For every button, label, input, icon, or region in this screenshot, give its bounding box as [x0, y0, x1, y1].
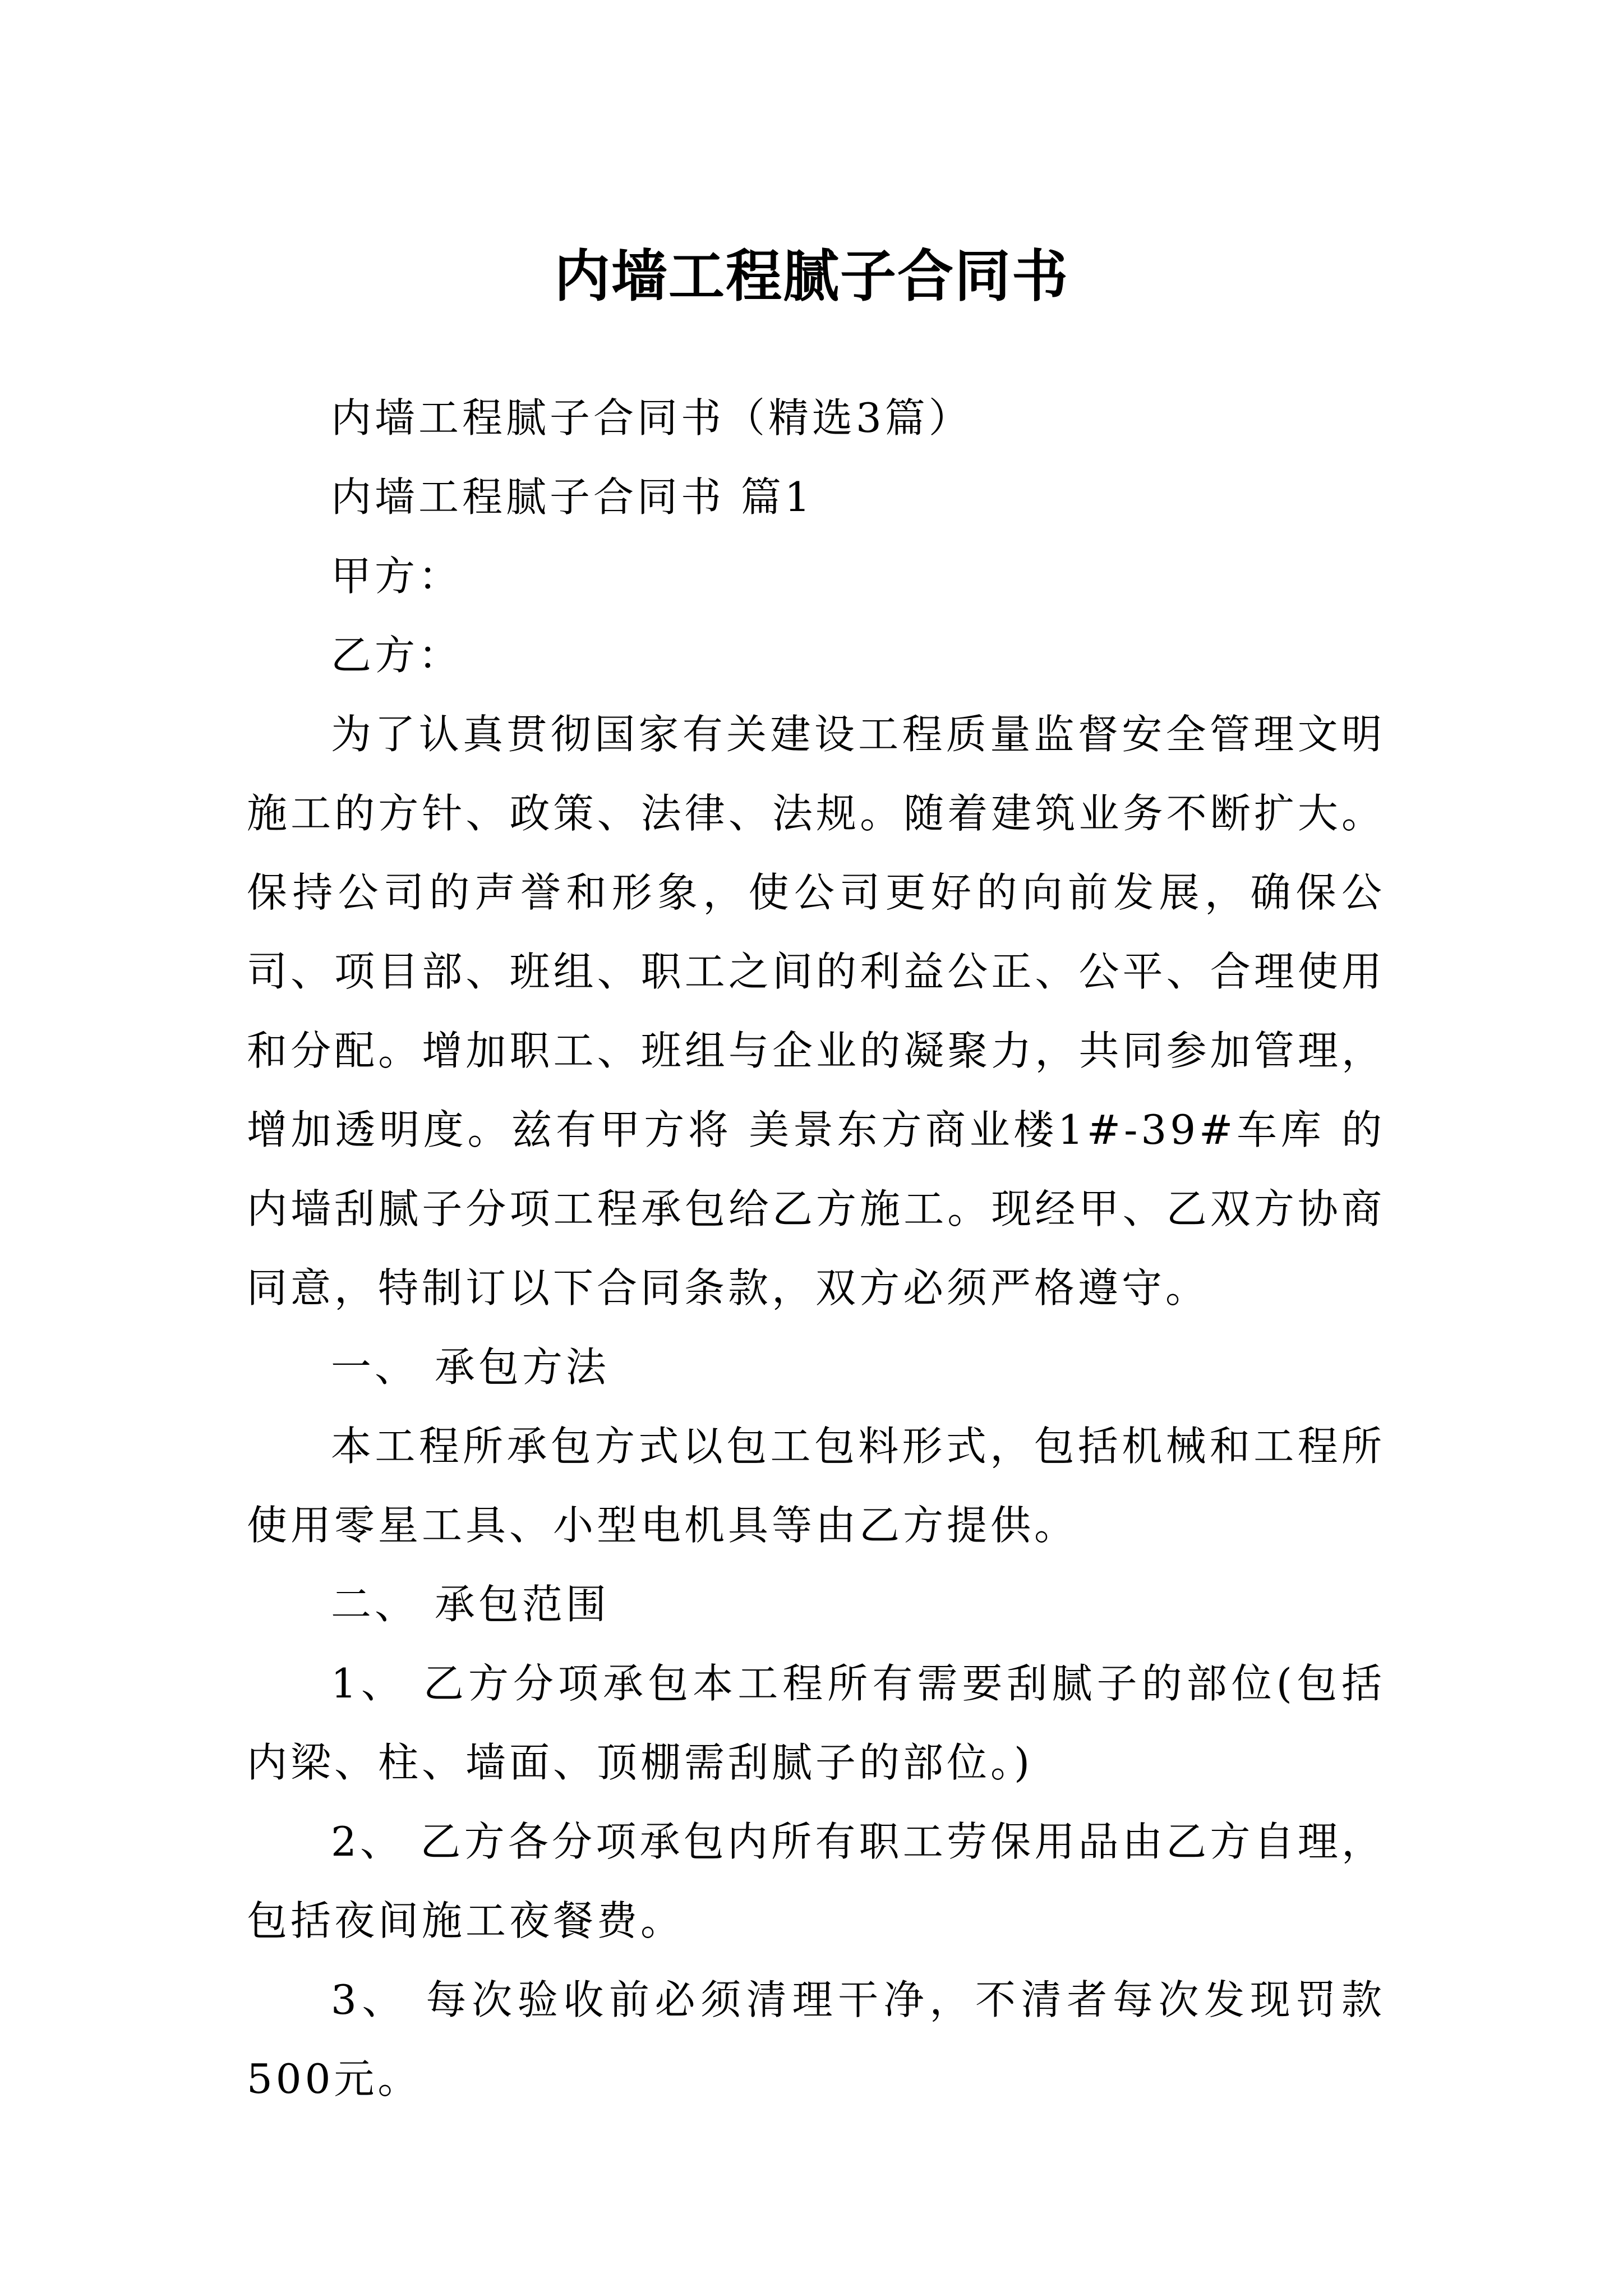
- party-b-line: 乙方：: [331, 632, 463, 679]
- subtitle-line: 内墙工程腻子合同书（精选3篇）: [331, 394, 972, 441]
- scope-item-3: 3、 每次验收前必须清理干净，不清者每次发现罚款500元。: [247, 1976, 1385, 2102]
- clause-heading-contract-scope: 二、 承包范围: [331, 1581, 610, 1628]
- intro-paragraph: 为了认真贯彻国家有关建设工程质量监督安全管理文明施工的方针、政策、法律、法规。随着建筑业务不断扩大。保持公司的声誉和形象，使公司更好的向前发展，确保公司、项目部、班组、职工之间的利益公正、公平、合理使用和分配。增加职工、班组与企业的凝聚力，共同参加管理，增加透明度。兹有甲方将 美景东方商业楼1#-39#车库 的内墙刮腻子分项工程承包给乙方施工。现经甲、乙双方协商同意，特制订以下合同条款，双方必须严格遵守。: [247, 711, 1385, 1312]
- document-body: [247, 379, 1385, 2119]
- section-heading-part1: 内墙工程腻子合同书 篇1: [331, 473, 814, 521]
- clause-heading-contract-method: 一、 承包方法: [331, 1343, 610, 1391]
- scope-item-1: 1、 乙方分项承包本工程所有需要刮腻子的部位(包括内梁、柱、墙面、顶棚需刮腻子的部位。): [247, 1660, 1385, 1786]
- document-title: 内墙工程腻子合同书: [554, 243, 1069, 309]
- clause-text-contract-method: 本工程所承包方式以包工包料形式，包括机械和工程所使用零星工具、小型电机具等由乙方提供。: [247, 1423, 1385, 1549]
- scope-item-2: 2、 乙方各分项承包内所有职工劳保用品由乙方自理，包括夜间施工夜餐费。: [247, 1818, 1385, 1944]
- party-a-line: 甲方：: [331, 553, 463, 600]
